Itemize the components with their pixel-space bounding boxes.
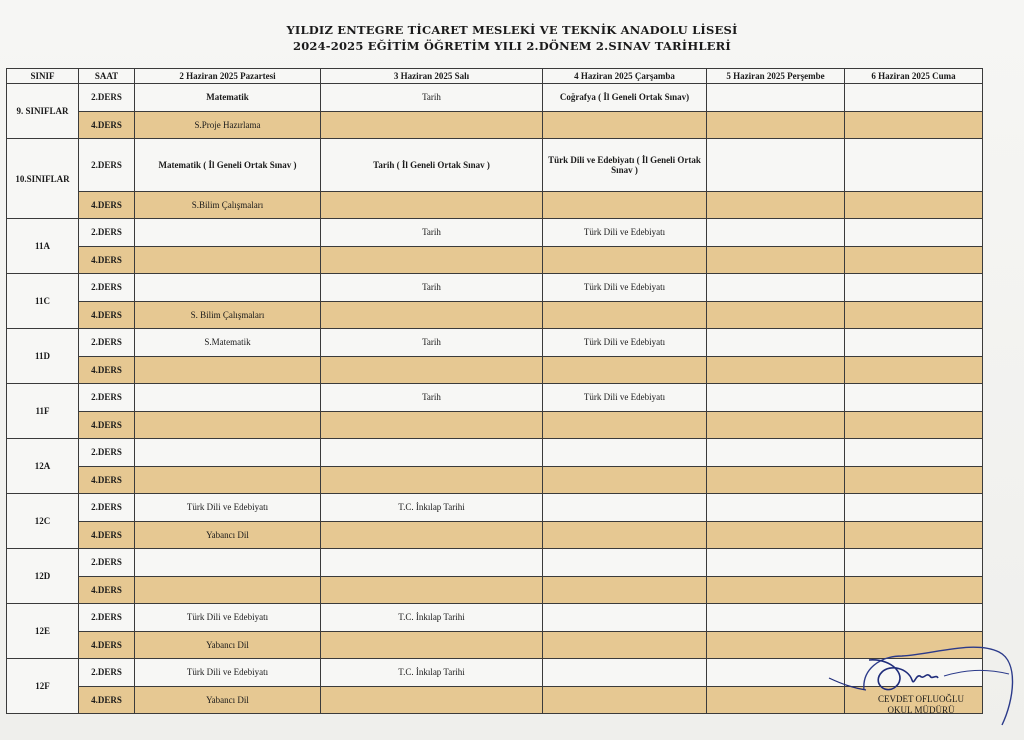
exam-cell: S.Bilim Çalışmaları — [135, 191, 321, 219]
exam-cell: Tarih ( İl Geneli Ortak Sınav ) — [321, 139, 543, 192]
table-row — [7, 139, 983, 192]
table-row — [7, 84, 983, 112]
exam-cell — [321, 631, 543, 659]
table-row — [7, 494, 983, 522]
period-cell: 4.DERS — [79, 631, 135, 659]
exam-cell — [845, 411, 983, 439]
exam-cell — [707, 219, 845, 247]
class-name-cell: 12A — [7, 439, 79, 494]
exam-cell — [543, 411, 707, 439]
exam-cell — [707, 274, 845, 302]
exam-cell — [707, 246, 845, 274]
exam-cell — [543, 686, 707, 714]
exam-cell: Tarih — [321, 84, 543, 112]
exam-cell — [543, 576, 707, 604]
exam-cell — [321, 111, 543, 139]
principal-title: OKUL MÜDÜRÜ — [887, 705, 955, 715]
exam-cell — [321, 521, 543, 549]
table-row — [7, 329, 983, 357]
class-name-cell: 12C — [7, 494, 79, 549]
exam-cell — [135, 549, 321, 577]
exam-cell — [321, 356, 543, 384]
exam-cell: Yabancı Dil — [135, 631, 321, 659]
period-cell: 4.DERS — [79, 411, 135, 439]
exam-cell — [321, 576, 543, 604]
exam-cell — [543, 604, 707, 632]
exam-cell — [543, 549, 707, 577]
column-header-sinif: SINIF — [7, 69, 79, 84]
table-row — [7, 576, 983, 604]
period-cell: 4.DERS — [79, 246, 135, 274]
exam-cell — [845, 219, 983, 247]
document-header — [0, 22, 1024, 54]
exam-cell — [845, 329, 983, 357]
exam-cell — [321, 301, 543, 329]
exam-cell — [707, 494, 845, 522]
exam-cell — [707, 549, 845, 577]
period-cell: 2.DERS — [79, 384, 135, 412]
period-cell: 2.DERS — [79, 84, 135, 112]
exam-cell: Türk Dili ve Edebiyatı — [135, 604, 321, 632]
exam-cell: Yabancı Dil — [135, 686, 321, 714]
period-cell: 2.DERS — [79, 274, 135, 302]
exam-cell — [707, 84, 845, 112]
exam-cell — [845, 576, 983, 604]
exam-cell: Tarih — [321, 329, 543, 357]
exam-cell — [707, 356, 845, 384]
class-name-cell: 12F — [7, 659, 79, 714]
exam-cell: Yabancı Dil — [135, 521, 321, 549]
exam-cell — [845, 111, 983, 139]
class-name-cell: 11F — [7, 384, 79, 439]
exam-cell — [543, 301, 707, 329]
column-header-day: 6 Haziran 2025 Cuma — [845, 69, 983, 84]
table-row — [7, 191, 983, 219]
table-row — [7, 439, 983, 467]
exam-cell — [543, 521, 707, 549]
table-row — [7, 411, 983, 439]
column-header-day: 3 Haziran 2025 Salı — [321, 69, 543, 84]
exam-cell — [845, 356, 983, 384]
exam-cell: S.Matematik — [135, 329, 321, 357]
exam-cell — [543, 659, 707, 687]
exam-cell — [543, 494, 707, 522]
exam-cell: T.C. İnkılap Tarihi — [321, 494, 543, 522]
exam-cell: Türk Dili ve Edebiyatı — [543, 329, 707, 357]
exam-cell: Türk Dili ve Edebiyatı — [543, 219, 707, 247]
exam-cell: Tarih — [321, 219, 543, 247]
schedule-body — [7, 84, 983, 714]
exam-cell — [135, 356, 321, 384]
class-name-cell: 11A — [7, 219, 79, 274]
period-cell: 2.DERS — [79, 219, 135, 247]
exam-cell — [707, 576, 845, 604]
exam-cell — [135, 439, 321, 467]
exam-cell — [135, 384, 321, 412]
exam-cell — [845, 494, 983, 522]
exam-cell: Matematik ( İl Geneli Ortak Sınav ) — [135, 139, 321, 192]
table-row — [7, 466, 983, 494]
exam-cell — [321, 686, 543, 714]
exam-cell — [845, 439, 983, 467]
exam-cell — [845, 384, 983, 412]
exam-cell — [135, 219, 321, 247]
exam-cell — [321, 439, 543, 467]
period-cell: 4.DERS — [79, 111, 135, 139]
exam-cell — [321, 411, 543, 439]
period-cell: 4.DERS — [79, 356, 135, 384]
exam-cell — [135, 466, 321, 494]
exam-cell: Tarih — [321, 274, 543, 302]
exam-schedule-table — [6, 68, 983, 714]
period-cell: 2.DERS — [79, 549, 135, 577]
column-header-day: 2 Haziran 2025 Pazartesi — [135, 69, 321, 84]
period-cell: 4.DERS — [79, 466, 135, 494]
exam-cell: Coğrafya ( İl Geneli Ortak Sınav) — [543, 84, 707, 112]
exam-cell — [543, 631, 707, 659]
exam-cell — [321, 246, 543, 274]
exam-cell — [845, 274, 983, 302]
signature-block — [846, 694, 996, 716]
exam-cell — [845, 549, 983, 577]
exam-cell — [707, 521, 845, 549]
exam-cell — [845, 139, 983, 192]
table-row — [7, 219, 983, 247]
exam-cell — [845, 604, 983, 632]
exam-cell: Türk Dili ve Edebiyatı — [543, 274, 707, 302]
class-name-cell: 12D — [7, 549, 79, 604]
exam-cell — [845, 246, 983, 274]
column-header-saat: SAAT — [79, 69, 135, 84]
principal-name: CEVDET OFLUOĞLU — [877, 694, 965, 704]
period-cell: 2.DERS — [79, 329, 135, 357]
period-cell: 2.DERS — [79, 494, 135, 522]
period-cell: 4.DERS — [79, 301, 135, 329]
exam-cell — [707, 329, 845, 357]
exam-cell — [707, 439, 845, 467]
school-name: YILDIZ ENTEGRE TİCARET MESLEKİ VE TEKNİK ANADOLU LİSESİ — [286, 23, 738, 37]
exam-cell — [845, 466, 983, 494]
schedule-title: 2024-2025 EĞİTİM ÖĞRETİM YILI 2.DÖNEM 2.SINAV TARİHLERİ — [293, 39, 731, 53]
column-header-day: 4 Haziran 2025 Çarşamba — [543, 69, 707, 84]
exam-cell — [543, 439, 707, 467]
exam-cell: Tarih — [321, 384, 543, 412]
table-row — [7, 274, 983, 302]
exam-cell — [845, 301, 983, 329]
period-cell: 2.DERS — [79, 659, 135, 687]
class-name-cell: 11C — [7, 274, 79, 329]
exam-cell: S. Bilim Çalışmaları — [135, 301, 321, 329]
exam-cell — [707, 139, 845, 192]
table-row — [7, 521, 983, 549]
exam-cell — [707, 301, 845, 329]
table-row — [7, 549, 983, 577]
exam-cell: Türk Dili ve Edebiyatı ( İl Geneli Ortak Sınav ) — [543, 139, 707, 192]
period-cell: 4.DERS — [79, 686, 135, 714]
exam-cell: T.C. İnkılap Tarihi — [321, 604, 543, 632]
exam-cell — [321, 191, 543, 219]
exam-cell — [845, 191, 983, 219]
class-name-cell: 10.SINIFLAR — [7, 139, 79, 219]
table-row — [7, 356, 983, 384]
principal-signature — [824, 630, 1024, 740]
table-row — [7, 384, 983, 412]
exam-cell — [707, 604, 845, 632]
exam-cell — [543, 191, 707, 219]
table-row — [7, 604, 983, 632]
table-row — [7, 246, 983, 274]
exam-cell — [707, 111, 845, 139]
exam-cell: Türk Dili ve Edebiyatı — [135, 659, 321, 687]
exam-cell — [543, 111, 707, 139]
exam-cell — [543, 356, 707, 384]
class-name-cell: 12E — [7, 604, 79, 659]
exam-cell — [845, 84, 983, 112]
header-row — [7, 69, 983, 84]
exam-cell — [135, 576, 321, 604]
exam-cell — [845, 521, 983, 549]
class-name-cell: 9. SINIFLAR — [7, 84, 79, 139]
exam-cell — [543, 466, 707, 494]
exam-cell: Türk Dili ve Edebiyatı — [543, 384, 707, 412]
class-name-cell: 11D — [7, 329, 79, 384]
period-cell: 4.DERS — [79, 576, 135, 604]
period-cell: 4.DERS — [79, 521, 135, 549]
exam-cell — [543, 246, 707, 274]
exam-cell: Türk Dili ve Edebiyatı — [135, 494, 321, 522]
exam-cell: S.Proje Hazırlama — [135, 111, 321, 139]
table-row — [7, 111, 983, 139]
exam-cell — [135, 246, 321, 274]
exam-cell — [135, 411, 321, 439]
exam-cell: Matematik — [135, 84, 321, 112]
period-cell: 2.DERS — [79, 439, 135, 467]
period-cell: 2.DERS — [79, 604, 135, 632]
table-row — [7, 301, 983, 329]
column-header-day: 5 Haziran 2025 Perşembe — [707, 69, 845, 84]
exam-cell — [707, 411, 845, 439]
exam-cell: T.C. İnkılap Tarihi — [321, 659, 543, 687]
period-cell: 2.DERS — [79, 139, 135, 192]
exam-cell — [707, 384, 845, 412]
exam-cell — [707, 466, 845, 494]
exam-cell — [321, 549, 543, 577]
exam-cell — [135, 274, 321, 302]
period-cell: 4.DERS — [79, 191, 135, 219]
exam-cell — [321, 466, 543, 494]
exam-cell — [707, 191, 845, 219]
